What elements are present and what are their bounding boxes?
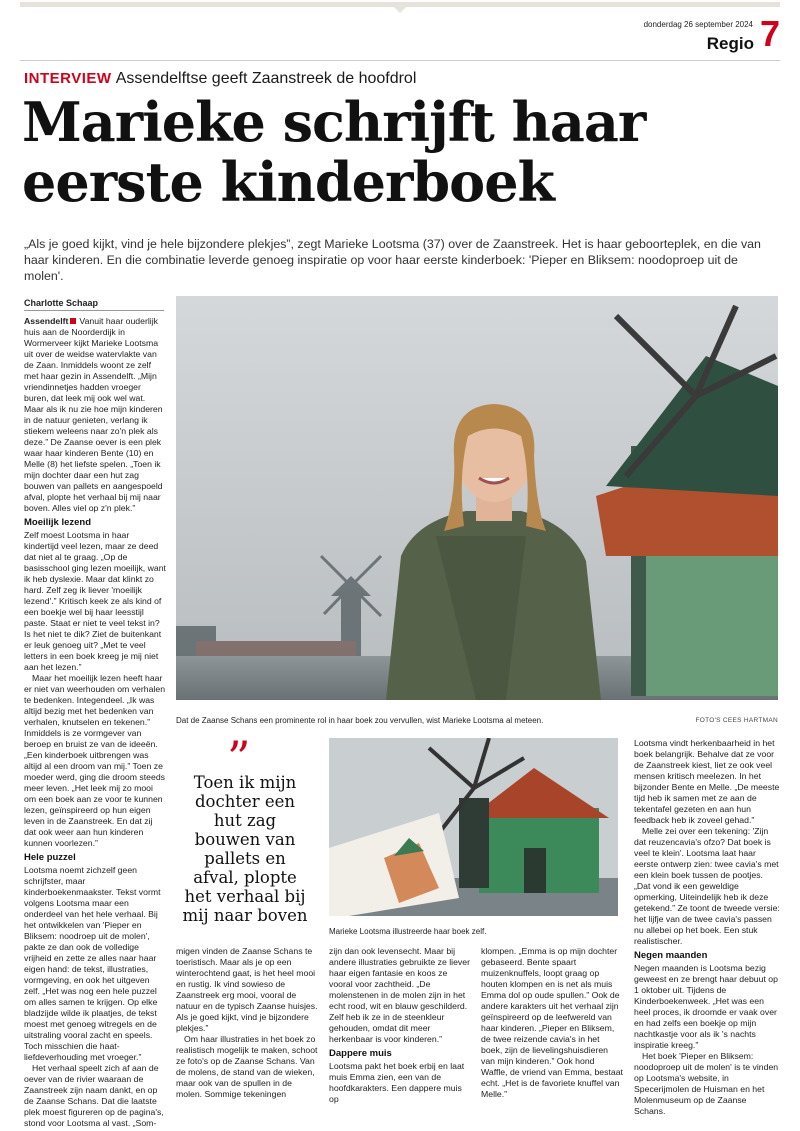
issue-date: donderdag 26 september 2024 [643, 20, 753, 29]
dateline-city: Assendelft [24, 316, 69, 326]
paragraph: migen vinden de Zaanse Schans te toeristisch. Maar als je op een winterochtend gaat, is het heel mooi en rustig. Ik vind sowieso de Zaanstreek erg mooi, vooral de natuur en de typisch Zaanse huisjes. Als je goed kijkt, vind je bijzondere plekjes.” [176, 946, 318, 1033]
paragraph: Het boek 'Pieper en Bliksem: noodoproep uit de molen' is te vinden op Lootsma's website, in Specerijmolen de Huisman en het Molenmuseum op de Zaanse Schans. [634, 1051, 779, 1116]
headline-line-1: Marieke schrijft haar [22, 90, 646, 154]
paragraph: Maar het moeilijk lezen heeft haar er niet van weerhouden om verhalen te bedenken. Integendeel. „Ik was altijd bezig met het bedenken van verhalen, knutselen en tekenen.” Inmiddels is ze vormgever van beroep en bruist ze van de ideeën. „Een kinderboek uitbrengen was altijd al een droom van mij.” Toen ze moeder werd, ging die droom steeds meer leven. „Het leek mij zo mooi om een boek aan ze voor te kunnen lezen, geïnspireerd op hun eigen leven in de Zaanstreek. En dat zij dat ook weer aan hun kinderen kunnen voorlezen.” [24, 673, 166, 848]
column-2 [176, 946, 318, 1100]
paragraph: Lootsma noemt zichzelf geen schrijfster, maar kinderboekenmaakster. Tekst vormt volgens Lootsma maar een onderdeel van het hele verhaal. Bij het ontwikkelen van 'Pieper en Bliksem: noodroep uit de molen', pakte ze dan ook de volledige vrijheid en zette ze alles naar haar eigen hand: de tekst, illustraties, vormgeving, en ook het uitgeven zelf. „Het was nog een hele puzzel om alles samen te krijgen. Op elke bladzijde wilde ik plaatjes, de tekst moest met genoeg witregels en de uitstraling vooral zacht en speels. Toch misschien die haat-liefdeverhouding met vroeger.” [24, 865, 161, 1062]
top-notch [393, 6, 407, 13]
quote-mark-icon: ” [227, 731, 251, 785]
column-1 [24, 316, 166, 1128]
kicker [24, 70, 416, 88]
paragraph: Het verhaal speelt zich af aan de oever van de rivier waaraan de Zaanstreek zijn naam dankt, en op de Zaanse Schans. Dat die laatste plek moest figureren op de pagina's, stond voor Lootsma al vast. „Som- [24, 1063, 164, 1128]
paragraph [24, 316, 166, 514]
paragraph: Zelf moest Lootsma in haar kindertijd veel lezen, maar ze deed dat niet al te graag. „Op de basisschool ging lezen moeilijk, want ik heb dyslexie. Maar dat klinkt zo hard. Zelf zeg ik liever 'moeilijk lezend'.” Kritisch keek ze als kind of een boekje wel bij haar leesstijl paste. Staat er niet te veel tekst in? Is het niet te dik? Ziet de buitenkant er leuk genoeg uit? „Met te veel letters in een boek kreeg je mij niet aan het lezen.” [24, 530, 166, 672]
section-name: Regio [706, 34, 754, 53]
paragraph: Melle zei over een tekening: 'Zijn dat reuzencavia's ofzo? Dat boek is veel te klein'. Lootsma laat haar eerste ontwerp zien: twee cavia's met een klein boek tussen de pootjes. „Dat vond ik een geweldige opmerking, Uiteindelijk heb ik deze getekend.” Ze toont de tweede versie: het lijfje van de twee cavia's passen nu allebei op het boek. Een stuk realistischer. [634, 826, 780, 946]
photo-credit: FOTO'S CEES HARTMAN [695, 717, 778, 724]
subheading: Dappere muis [329, 1048, 392, 1059]
book-illustration-photo [329, 738, 618, 916]
headline [22, 92, 782, 212]
paragraph: Negen maanden is Lootsma bezig geweest en ze brengt haar debuut op 1 oktober uit. Tijdens de Kinderboekenweek. „Het was een heel proces, ik droomde er vaak over en had zelfs een boekje op mijn nachtkastje voor als ik 's nachts inspiratie kreeg.” [634, 963, 778, 1050]
portrait-photo [176, 296, 778, 700]
kicker-tag: INTERVIEW [24, 70, 112, 87]
paragraph: klompen. „Emma is op mijn dochter gebaseerd. Bente spaart muizenknuffels, loopt graag op houten klompen en is net als muis Emma dol op oude spullen.” Ook de andere karakters uit het verhaal zijn geïnspireerd op de leefwereld van haar kinderen. „Pieper en Bliksem, de twee reizende cavia's in het boek, zijn de lievelingshuisdieren van mijn kinderen.” Ook hond Waffle, de vriend van Emma, bestaat echt. „Het is de favoriete knuffel van Melle.” [481, 946, 623, 1099]
main-photo [176, 296, 778, 700]
subheading: Negen maanden [634, 950, 708, 961]
pull-quote: Toen ik mijn dochter een hut zag bouwen van pallets en afval, plopte het verhaal bij mij naar boven [182, 773, 308, 925]
paragraph: Om haar illustraties in het boek zo realistisch mogelijk te maken, schoot ze foto's op de Zaanse Schans. Van de molens, de stand van de wieken, maar ook van de spullen in de molen. Sommige tekeningen [176, 1034, 318, 1099]
paragraph: Lootsma vindt herkenbaarheid in het boek belangrijk. Behalve dat ze voor de Zaanstreek kiest, liet ze ook veel mensen kritisch meelezen. In het bijzonder Bente en Melle. „De meeste tijd heb ik samen met ze aan de tekentafel gezeten en aan hun feedback heb ik zoveel gehad.” [634, 738, 780, 825]
page-number: 7 [759, 13, 780, 54]
column-4 [481, 946, 623, 1100]
red-square-icon [70, 318, 76, 324]
book-photo [329, 738, 618, 916]
author-byline: Charlotte Schaap [24, 298, 99, 308]
column-5 [634, 738, 780, 1117]
byline-rule [24, 310, 164, 311]
main-photo-caption: Dat de Zaanse Schans een prominente rol in haar boek zou vervullen, wist Marieke Lootsma al meteen. [176, 716, 544, 725]
paragraph-text: Vanuit haar ouderlijk huis aan de Noorderdijk in Wormerveer kijkt Marieke Lootsma uit over de weidse watervlakte van de Zaan. Inmiddels woont ze zelf met haar gezin in Assendelft. „Mijn vriendinnetjes hadden vroeger buren, dat leek mij ook wel wat. Maar als ik nu zie hoe mijn kinderen in de natuur genieten, verlang ik stiekem weleens naar zo'n plek als deze.” De Zaanse oever is een plek waar haar kinderen Bente (10) en Melle (8) het liefste spelen. „Toen ik mijn dochter daar een hut zag bouwen van pallets en aangespoeld afval, plopte het verhaal bij mij naar boven. Alles viel op z'n plek.” [24, 316, 163, 513]
paragraph: zijn dan ook levensecht. Maar bij andere illustraties gebruikte ze liever haar eigen fantasie en koos ze vooral voor zachtheid. „De molenstenen in de molen zijn in het echt rood, wit en blauw geschilderd. Zelf heb ik ze in de steenkleur gehouden, omdat dit meer herkenbaar is voor kinderen.” [329, 946, 471, 1044]
subheading: Moeilijk lezend [24, 517, 92, 528]
intro-paragraph: „Als je goed kijkt, vind je hele bijzondere plekjes”, zegt Marieke Lootsma (37) over de Zaanstreek. Het is haar geboorteplek, en die van haar kinderen. En die combinatie leverde genoeg inspiratie op voor haar eerste kinderboek: 'Pieper en Bliksem: noodoproep uit de molen'. [24, 237, 761, 283]
kicker-text: Assendelftse geeft Zaanstreek de hoofdrol [115, 70, 417, 87]
book-photo-caption: Marieke Lootsma illustreerde haar boek zelf. [329, 927, 487, 936]
header-rule [20, 60, 780, 61]
paragraph: Lootsma pakt het boek erbij en laat muis Emma zien, een van de hoofdkarakters. Een dappere muis op [329, 1061, 465, 1104]
headline-line-2: eerste kinderboek [22, 150, 554, 214]
column-3 [329, 946, 471, 1105]
subheading: Hele puzzel [24, 852, 76, 863]
